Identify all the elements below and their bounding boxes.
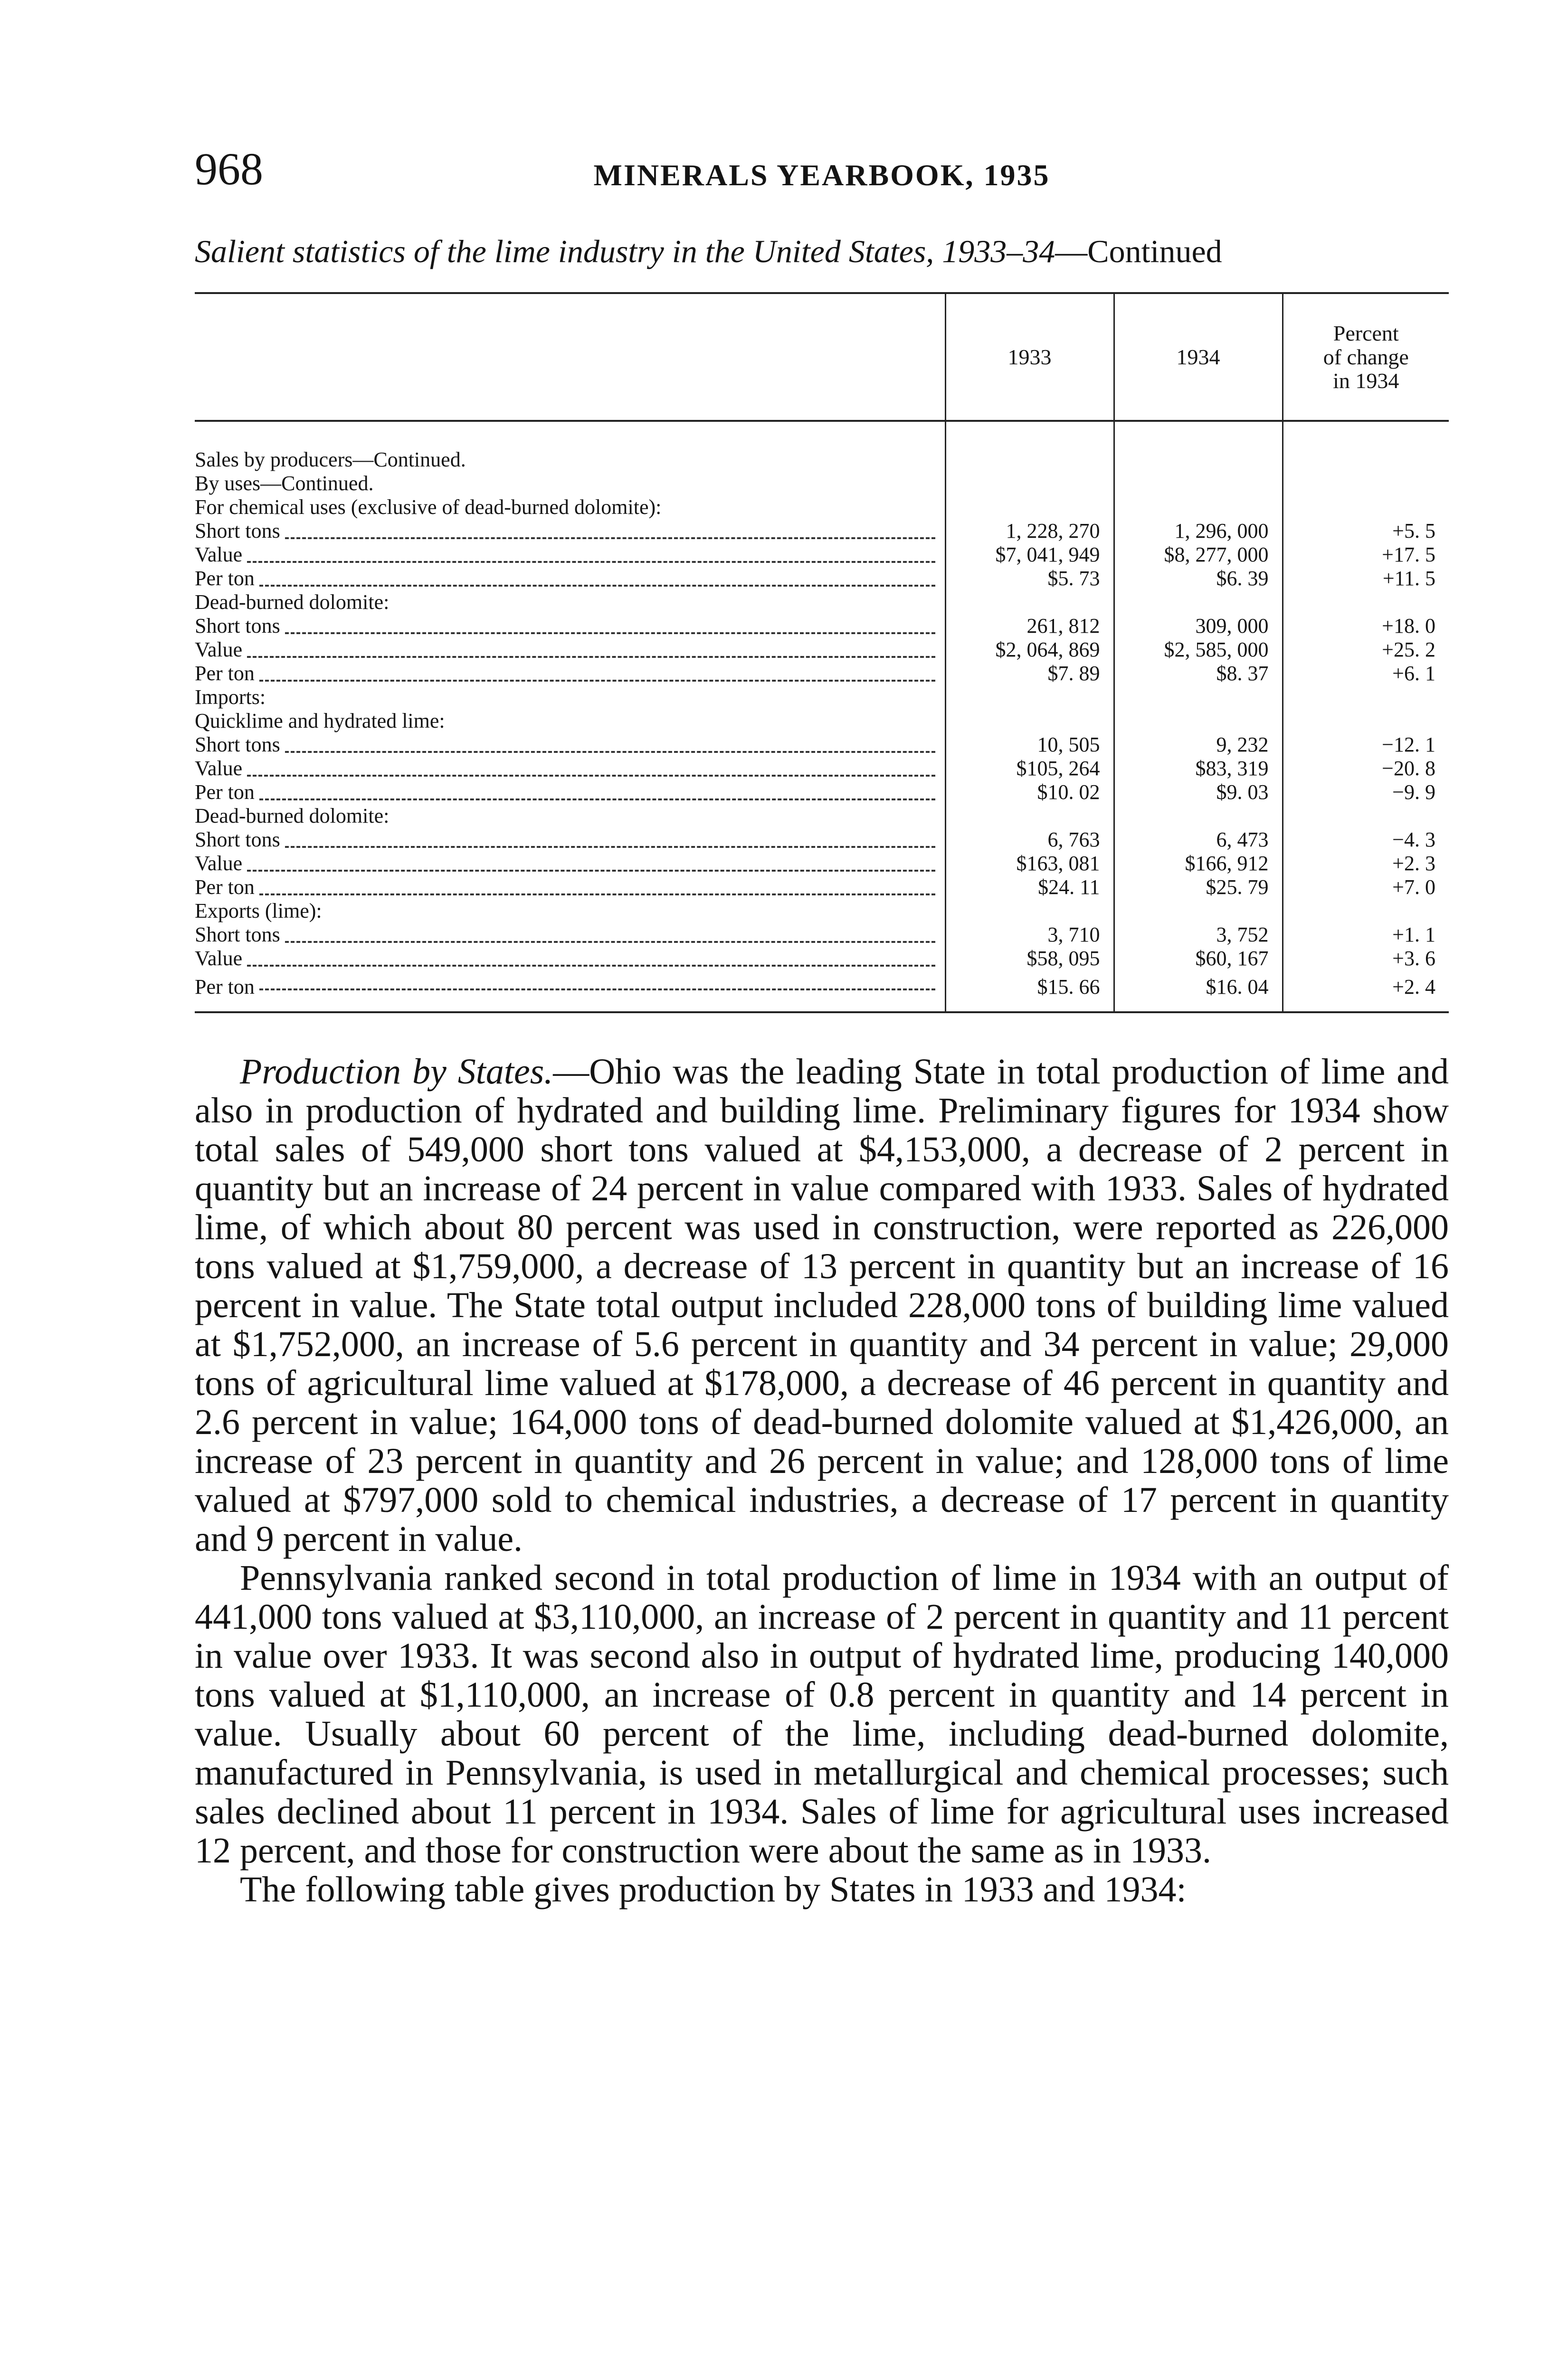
percent-change: +11. 5 xyxy=(1283,567,1449,590)
row-label: Value xyxy=(195,638,245,661)
dot-leader xyxy=(285,751,935,753)
row-label-cell xyxy=(195,970,945,1012)
value-1934: $16. 04 xyxy=(1114,970,1283,1012)
value-1934: $166, 912 xyxy=(1114,852,1283,875)
table-row xyxy=(195,448,1449,472)
percent-change: −20. 8 xyxy=(1283,757,1449,780)
row-label: Per ton xyxy=(195,875,257,899)
row-label: Per ton xyxy=(195,567,257,590)
row-label-cell xyxy=(195,709,945,733)
percent-change: −12. 1 xyxy=(1283,733,1449,757)
value-1933: $10. 02 xyxy=(945,780,1114,804)
table-row xyxy=(195,780,1449,804)
paragraph-ohio-text: —Ohio was the leading State in total production of lime and also in production of hydrated and building lime. Preliminary figures for 1934 show total sales of 549,000 short tons valued at $4,153,000, a decrease of 2 percent in quantity but an increase of 24 percent in value compared with 1933. Sales of hydrated lime, of which about 80 percent was used in construction, were reported as 226,000 tons valued at $1,759,000, a decrease of 13 percent in quantity but an increase of 16 percent in value. The State total output included 228,000 tons of building lime valued at $1,752,000, an increase of 5.6 percent in quantity and 34 percent in value; 29,000 tons of agricultural lime valued at $178,000, a decrease of 46 percent in quantity and 2.6 percent in value; 164,000 tons of dead-burned dolomite valued at $1,426,000, an increase of 23 percent in quantity and 26 percent in value; and 128,000 tons of lime valued at $797,000 sold to chemical industries, a decrease of 17 percent in quantity and 9 percent in value. xyxy=(195,1052,1449,1559)
header-1933: 1933 xyxy=(945,293,1114,421)
value-1933 xyxy=(945,804,1114,828)
value-1934 xyxy=(1114,709,1283,733)
value-1934 xyxy=(1114,590,1283,614)
percent-change: +5. 5 xyxy=(1283,519,1449,543)
value-1934: $83, 319 xyxy=(1114,757,1283,780)
page-header xyxy=(195,142,1449,204)
header-percent-change xyxy=(1283,293,1449,421)
percent-change: +2. 3 xyxy=(1283,852,1449,875)
row-label: Dead-burned dolomite: xyxy=(195,804,392,827)
percent-change xyxy=(1283,899,1449,923)
value-1934: $60, 167 xyxy=(1114,947,1283,970)
value-1934 xyxy=(1114,448,1283,472)
percent-change xyxy=(1283,590,1449,614)
row-label-cell xyxy=(195,472,945,495)
table-row xyxy=(195,709,1449,733)
table-row xyxy=(195,947,1449,970)
value-1933: 3, 710 xyxy=(945,923,1114,947)
table-row xyxy=(195,638,1449,662)
value-1934: $25. 79 xyxy=(1114,875,1283,899)
row-label-cell xyxy=(195,757,945,780)
dot-leader xyxy=(259,893,935,895)
row-label: Value xyxy=(195,852,245,875)
dot-leader xyxy=(259,988,935,990)
value-1934: 9, 232 xyxy=(1114,733,1283,757)
row-label: Short tons xyxy=(195,519,283,542)
row-label: By uses—Continued. xyxy=(195,472,376,495)
table-row xyxy=(195,519,1449,543)
percent-change: +3. 6 xyxy=(1283,947,1449,970)
value-1933 xyxy=(945,590,1114,614)
row-label: Per ton xyxy=(195,975,257,998)
dot-leader xyxy=(259,798,935,800)
value-1934 xyxy=(1114,472,1283,495)
table-body xyxy=(195,421,1449,1012)
table-title xyxy=(195,233,1449,270)
header-percent-line: Percent xyxy=(1333,321,1399,345)
row-label-cell xyxy=(195,662,945,685)
row-label-cell xyxy=(195,804,945,828)
row-label: Short tons xyxy=(195,733,283,756)
row-label: Quicklime and hydrated lime: xyxy=(195,709,448,732)
dot-leader xyxy=(247,656,935,658)
table-row xyxy=(195,495,1449,519)
dot-leader xyxy=(285,632,935,634)
section-heading: Production by States. xyxy=(240,1052,553,1092)
table-row xyxy=(195,757,1449,780)
value-1934 xyxy=(1114,685,1283,709)
row-label-cell xyxy=(195,495,945,519)
table-row xyxy=(195,828,1449,852)
row-label-cell xyxy=(195,567,945,590)
value-1933: $7, 041, 949 xyxy=(945,543,1114,567)
value-1933: $105, 264 xyxy=(945,757,1114,780)
percent-change xyxy=(1283,495,1449,519)
percent-change: +17. 5 xyxy=(1283,543,1449,567)
percent-change: +2. 4 xyxy=(1283,970,1449,1012)
percent-change xyxy=(1283,448,1449,472)
value-1933 xyxy=(945,899,1114,923)
value-1933: 10, 505 xyxy=(945,733,1114,757)
row-label-cell xyxy=(195,947,945,970)
row-label-cell xyxy=(195,543,945,567)
row-label-cell xyxy=(195,638,945,662)
value-1934: 3, 752 xyxy=(1114,923,1283,947)
value-1934 xyxy=(1114,804,1283,828)
percent-change: +1. 1 xyxy=(1283,923,1449,947)
table-row xyxy=(195,804,1449,828)
table-row xyxy=(195,923,1449,947)
value-1933 xyxy=(945,709,1114,733)
value-1933: $24. 11 xyxy=(945,875,1114,899)
row-label: Value xyxy=(195,543,245,566)
percent-change: +18. 0 xyxy=(1283,614,1449,638)
header-percent-line: in 1934 xyxy=(1333,368,1399,393)
row-label: Per ton xyxy=(195,662,257,685)
row-label: Exports (lime): xyxy=(195,899,325,922)
value-1933: $58, 095 xyxy=(945,947,1114,970)
value-1934 xyxy=(1114,899,1283,923)
dot-leader xyxy=(247,561,935,563)
value-1933: $5. 73 xyxy=(945,567,1114,590)
row-label: Short tons xyxy=(195,828,283,851)
percent-change: +7. 0 xyxy=(1283,875,1449,899)
value-1934: 6, 473 xyxy=(1114,828,1283,852)
percent-change xyxy=(1283,709,1449,733)
header-percent-line: of change xyxy=(1323,344,1409,369)
table-row xyxy=(195,472,1449,495)
row-label-cell xyxy=(195,899,945,923)
table-row xyxy=(195,875,1449,899)
value-1933: $2, 064, 869 xyxy=(945,638,1114,662)
paragraph-table-intro: The following table gives production by States in 1933 and 1934: xyxy=(240,1870,1187,1910)
table-row xyxy=(195,614,1449,638)
table-spacer-row xyxy=(195,421,1449,448)
percent-change xyxy=(1283,804,1449,828)
percent-change xyxy=(1283,685,1449,709)
dot-leader xyxy=(259,680,935,682)
header-1934: 1934 xyxy=(1114,293,1283,421)
paragraph-ohio xyxy=(195,1052,1449,1558)
row-label: Value xyxy=(195,947,245,970)
row-label: Dead-burned dolomite: xyxy=(195,590,392,614)
value-1934: 1, 296, 000 xyxy=(1114,519,1283,543)
dot-leader xyxy=(247,775,935,777)
table-row xyxy=(195,899,1449,923)
table-row xyxy=(195,662,1449,685)
row-label: For chemical uses (exclusive of dead-burned dolomite): xyxy=(195,495,664,519)
body-text xyxy=(195,1052,1449,1909)
value-1933: 1, 228, 270 xyxy=(945,519,1114,543)
dot-leader xyxy=(285,537,935,539)
value-1934: $8, 277, 000 xyxy=(1114,543,1283,567)
row-label-cell xyxy=(195,852,945,875)
table-row xyxy=(195,590,1449,614)
dot-leader xyxy=(285,846,935,848)
percent-change: −4. 3 xyxy=(1283,828,1449,852)
row-label: Short tons xyxy=(195,614,283,637)
row-label: Value xyxy=(195,757,245,780)
table-row xyxy=(195,970,1449,1012)
row-label-cell xyxy=(195,685,945,709)
value-1934: $6. 39 xyxy=(1114,567,1283,590)
row-label: Per ton xyxy=(195,780,257,804)
row-label-cell xyxy=(195,519,945,543)
table-row xyxy=(195,543,1449,567)
percent-change xyxy=(1283,472,1449,495)
value-1933: 261, 812 xyxy=(945,614,1114,638)
table-row xyxy=(195,685,1449,709)
row-label-cell xyxy=(195,875,945,899)
value-1933: $163, 081 xyxy=(945,852,1114,875)
value-1933 xyxy=(945,472,1114,495)
value-1934 xyxy=(1114,495,1283,519)
table-row xyxy=(195,852,1449,875)
percent-change: +25. 2 xyxy=(1283,638,1449,662)
table-title-suffix: —Continued xyxy=(1055,233,1222,269)
row-label: Imports: xyxy=(195,685,268,709)
row-label-cell xyxy=(195,923,945,947)
row-label: Sales by producers—Continued. xyxy=(195,448,469,471)
page-number: 968 xyxy=(195,143,263,194)
row-label-cell xyxy=(195,780,945,804)
value-1934: 309, 000 xyxy=(1114,614,1283,638)
value-1933: $15. 66 xyxy=(945,970,1114,1012)
dot-leader xyxy=(247,870,935,872)
dot-leader xyxy=(259,585,935,587)
row-label-cell xyxy=(195,590,945,614)
value-1934: $8. 37 xyxy=(1114,662,1283,685)
value-1933 xyxy=(945,448,1114,472)
row-label-cell xyxy=(195,614,945,638)
value-1933: $7. 89 xyxy=(945,662,1114,685)
value-1934: $2, 585, 000 xyxy=(1114,638,1283,662)
value-1934: $9. 03 xyxy=(1114,780,1283,804)
row-label-cell xyxy=(195,448,945,472)
table-row xyxy=(195,733,1449,757)
dot-leader xyxy=(285,941,935,943)
table-row xyxy=(195,567,1449,590)
row-label-cell xyxy=(195,828,945,852)
running-head: MINERALS YEARBOOK, 1935 xyxy=(593,158,1050,192)
value-1933 xyxy=(945,495,1114,519)
value-1933: 6, 763 xyxy=(945,828,1114,852)
value-1933 xyxy=(945,685,1114,709)
table-title-main: Salient statistics of the lime industry in the United States, 1933–34 xyxy=(195,233,1055,269)
paragraph-pennsylvania: Pennsylvania ranked second in total production of lime in 1934 with an output of 441,000 tons valued at $3,110,000, an increase of 2 percent in quantity and 11 percent in value over 1933. It was second also in output of hydrated lime, producing 140,000 tons valued at $1,110,000, an increase of 0.8 percent in quantity and 14 percent in value. Usually about 60 percent of the lime, including dead-burned dolomite, manufactured in Pennsylvania, is used in metallurgical and chemical processes; such sales declined about 11 percent in 1934. Sales of lime for agricultural uses increased 12 percent, and those for construction were about the same as in 1933. xyxy=(195,1558,1449,1871)
percent-change: +6. 1 xyxy=(1283,662,1449,685)
dot-leader xyxy=(247,965,935,967)
row-label-cell xyxy=(195,733,945,757)
table-header-row xyxy=(195,293,1449,421)
row-label: Short tons xyxy=(195,923,283,946)
header-blank-cell xyxy=(195,293,945,421)
salient-statistics-table xyxy=(195,292,1449,1013)
percent-change: −9. 9 xyxy=(1283,780,1449,804)
